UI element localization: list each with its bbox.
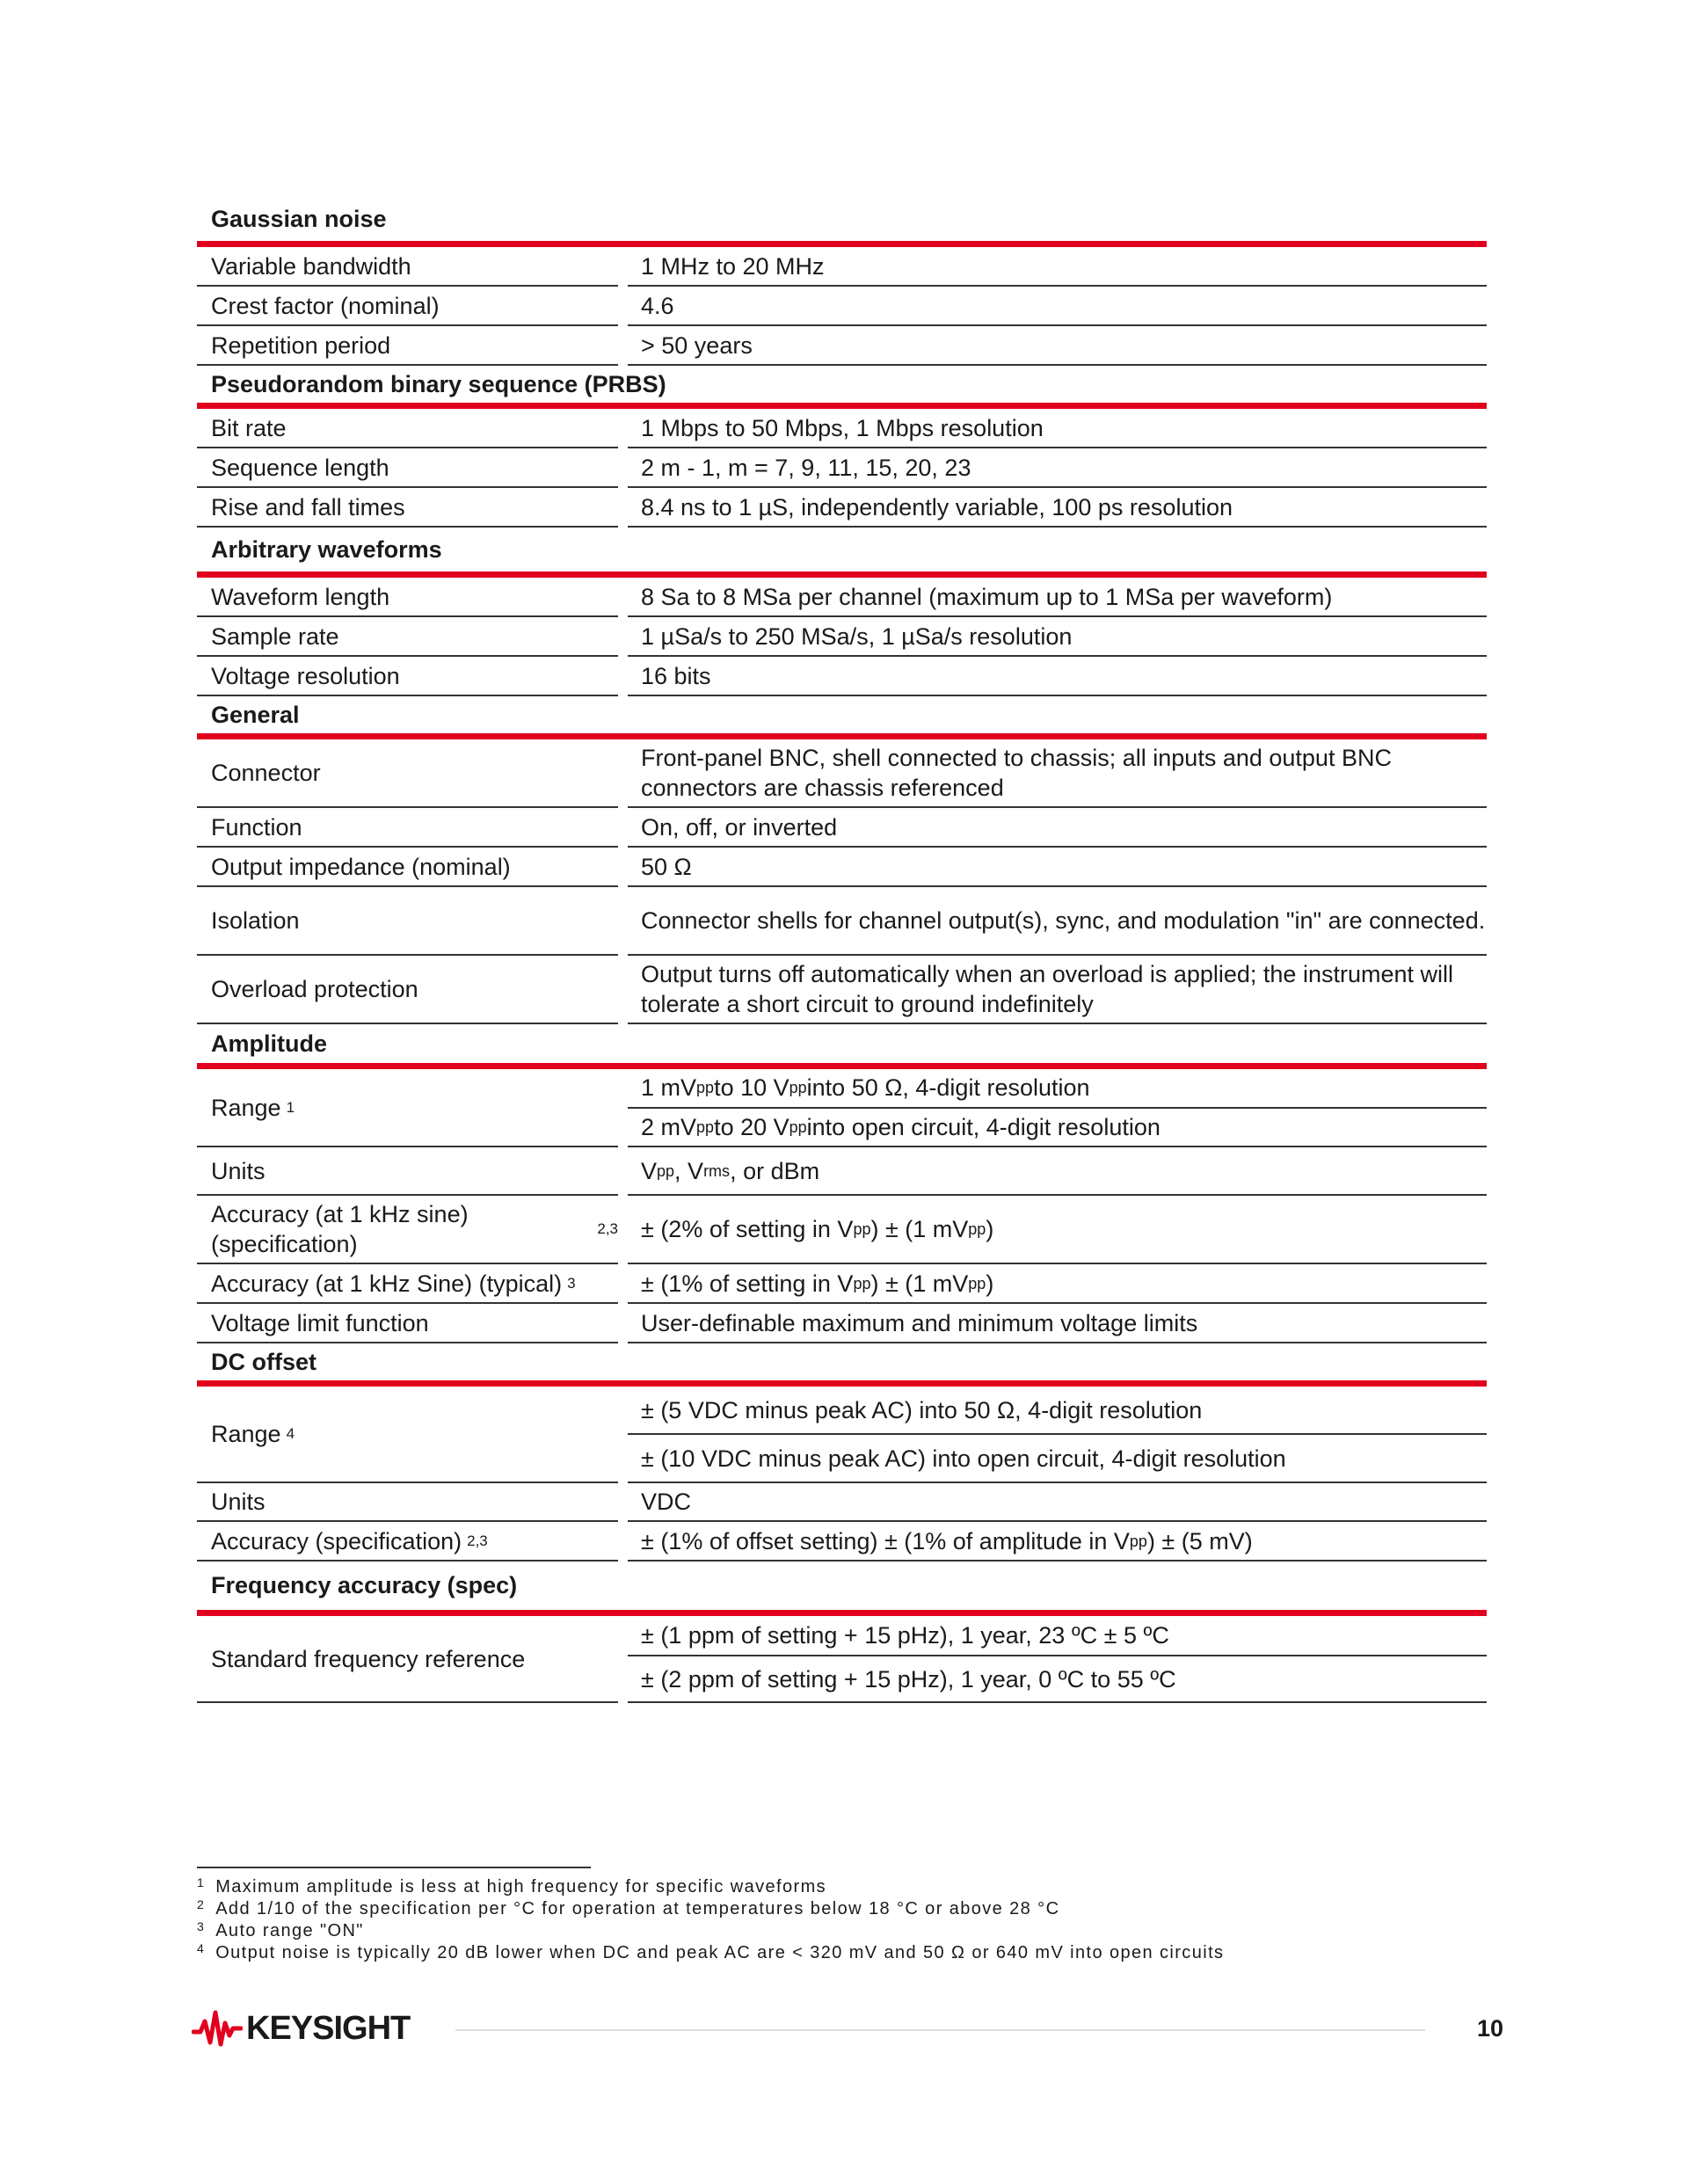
spec-value <box>628 657 1487 696</box>
spec-row <box>197 617 1487 657</box>
spec-label <box>197 488 618 528</box>
section-heading: Amplitude <box>211 1030 327 1057</box>
spec-value <box>628 448 1487 488</box>
value-text: User-definable maximum and minimum voltage limits <box>641 1309 1198 1336</box>
value-text: to 20 V <box>714 1113 789 1140</box>
value-text: 1 mV <box>641 1074 697 1102</box>
spec-label: Range 4 <box>197 1387 618 1483</box>
spec-value <box>628 956 1487 1024</box>
spec-label: Accuracy (specification) 2,3 <box>197 1522 618 1562</box>
value-text: to 10 V <box>714 1074 789 1102</box>
spec-row <box>197 448 1487 488</box>
spec-value <box>628 739 1487 808</box>
section-heading: DC offset <box>211 1348 316 1375</box>
spec-row <box>197 887 1487 956</box>
value-text: ) <box>986 1216 994 1242</box>
spec-label <box>197 448 618 488</box>
footer-divider <box>455 2029 1425 2031</box>
spec-value <box>628 247 1487 287</box>
footnote-text: Auto range "ON" <box>215 1921 364 1940</box>
value-text: 1 Mbps to 50 Mbps, 1 Mbps resolution <box>641 414 1044 441</box>
spec-label <box>197 657 618 696</box>
footnote <box>197 1898 1224 1920</box>
spec-value: ± (1% of offset setting) ± (1% of amplitude in V pp ) ± (5 mV) <box>628 1522 1487 1562</box>
spec-value <box>628 409 1487 448</box>
spec-value <box>628 1616 1487 1656</box>
spec-value: 1 mV pp to 10 V pp into 50 Ω, 4-digit resolution <box>628 1069 1487 1109</box>
spec-label-text: Bit rate <box>211 414 287 441</box>
spec-values <box>628 887 1487 956</box>
spec-label-text: Units <box>211 1489 266 1515</box>
spec-row <box>197 848 1487 887</box>
spec-label <box>197 808 618 848</box>
spec-row <box>197 1147 1487 1196</box>
spec-values <box>628 1069 1487 1147</box>
spec-values <box>628 848 1487 887</box>
value-text: 16 bits <box>641 662 711 689</box>
spec-values <box>628 578 1487 617</box>
spec-label <box>197 848 618 887</box>
section-accent-bar <box>197 1380 1487 1387</box>
footnote-number: 1 <box>197 1875 206 1889</box>
spec-row <box>197 326 1487 366</box>
footnote-text: Add 1/10 of the specification per °C for operation at temperatures below 18 °C or above 28 °C <box>215 1899 1060 1918</box>
value-text: Connector shells for channel output(s), sync, and modulation "in" are connected. <box>641 907 1486 934</box>
footnote-number: 3 <box>197 1919 206 1933</box>
value-text: 2 mV <box>641 1113 697 1140</box>
section-accent-bar <box>197 403 1487 409</box>
value-text: , or dBm <box>730 1157 820 1184</box>
value-text: ± (2% of setting in V <box>641 1216 854 1242</box>
value-text: ± (1% of setting in V <box>641 1270 854 1297</box>
spec-values <box>628 808 1487 848</box>
spec-value: 2 mV pp to 20 V pp into open circuit, 4-digit resolution <box>628 1109 1487 1148</box>
section-heading: Gaussian noise <box>211 206 387 232</box>
spec-table <box>197 198 1487 1703</box>
spec-values <box>628 657 1487 696</box>
footnote-text: Output noise is typically 20 dB lower when DC and peak AC are < 320 mV and 50 Ω or 640 mV into open circuits <box>215 1943 1225 1962</box>
spec-row <box>197 409 1487 448</box>
value-text: Front-panel BNC, shell connected to chassis; all inputs and output BNC connectors are chassis referenced <box>641 745 1392 801</box>
spec-label-text: Accuracy (at 1 kHz Sine) (typical) <box>211 1270 563 1297</box>
spec-label <box>197 617 618 657</box>
spec-row <box>197 1069 1487 1147</box>
spec-label: Accuracy (at 1 kHz sine) (specification) 2,3 <box>197 1196 618 1264</box>
value-text: > 50 years <box>641 331 753 359</box>
spec-value: V pp , V rms , or dBm <box>628 1147 1487 1196</box>
spec-row <box>197 1483 1487 1522</box>
spec-label-text: Voltage resolution <box>211 662 400 689</box>
spec-value <box>628 808 1487 848</box>
spec-values <box>628 1264 1487 1304</box>
spec-row <box>197 956 1487 1024</box>
footnotes <box>197 1876 1224 1964</box>
spec-values <box>628 956 1487 1024</box>
spec-values <box>628 247 1487 287</box>
value-text: 2 m - 1, m = 7, 9, 11, 15, 20, 23 <box>641 454 971 481</box>
footnote-divider <box>197 1867 591 1868</box>
spec-label-text: Range <box>211 1094 281 1121</box>
spec-value <box>628 887 1487 956</box>
spec-label-text: Overload protection <box>211 976 418 1002</box>
spec-row <box>197 1616 1487 1703</box>
section-heading: Frequency accuracy (spec) <box>211 1572 518 1598</box>
spec-label <box>197 578 618 617</box>
spec-values <box>628 1304 1487 1343</box>
spec-row <box>197 287 1487 326</box>
spec-row <box>197 1304 1487 1343</box>
spec-row <box>197 1196 1487 1264</box>
spec-label: Accuracy (at 1 kHz Sine) (typical) 3 <box>197 1264 618 1304</box>
spec-value <box>628 326 1487 366</box>
spec-label <box>197 739 618 808</box>
spec-value <box>628 1304 1487 1343</box>
spec-row <box>197 578 1487 617</box>
value-text: ) ± (1 mV <box>870 1216 969 1242</box>
spec-value <box>628 287 1487 326</box>
spec-value <box>628 578 1487 617</box>
spec-label <box>197 1483 618 1522</box>
spec-label <box>197 287 618 326</box>
spec-values <box>628 287 1487 326</box>
value-text: 1 µSa/s to 250 MSa/s, 1 µSa/s resolution <box>641 622 1073 650</box>
spec-label-text: Units <box>211 1157 266 1184</box>
value-text: ± (1 ppm of setting + 15 pHz), 1 year, 23 ºC ± 5 ºC <box>641 1622 1169 1649</box>
value-text: VDC <box>641 1489 692 1515</box>
value-text: ± (5 VDC minus peak AC) into 50 Ω, 4-digit resolution <box>641 1396 1203 1423</box>
spec-label-text: Connector <box>211 760 321 786</box>
spec-label <box>197 326 618 366</box>
section-accent-bar <box>197 1063 1487 1069</box>
section-heading: General <box>211 701 300 728</box>
value-text: ± (1% of offset setting) ± (1% of amplitude in V <box>641 1527 1130 1554</box>
spec-values <box>628 1522 1487 1562</box>
spec-values <box>628 488 1487 528</box>
spec-row <box>197 247 1487 287</box>
section-accent-bar <box>197 1610 1487 1616</box>
spec-label <box>197 956 618 1024</box>
value-text: 8.4 ns to 1 µS, independently variable, 100 ps resolution <box>641 493 1233 521</box>
spec-values <box>628 1483 1487 1522</box>
spec-values <box>628 448 1487 488</box>
logo-text: KEYSIGHT <box>246 2009 411 2047</box>
value-text: 50 Ω <box>641 853 692 880</box>
spec-label <box>197 1616 618 1703</box>
spec-label <box>197 1147 618 1196</box>
value-text: ) ± (5 mV) <box>1146 1527 1253 1554</box>
value-text: ) <box>986 1270 994 1297</box>
page-number: 10 <box>1476 2015 1503 2042</box>
spec-label-text: Rise and fall times <box>211 493 405 521</box>
footnote <box>197 1942 1224 1964</box>
spec-values <box>628 739 1487 808</box>
value-text: On, off, or inverted <box>641 813 838 841</box>
spec-row <box>197 1387 1487 1483</box>
section-heading: Pseudorandom binary sequence (PRBS) <box>211 370 666 397</box>
spec-label-text: Repetition period <box>211 331 391 359</box>
spec-value <box>628 488 1487 528</box>
spec-label-text: Accuracy (at 1 kHz sine) (specification) <box>211 1201 469 1257</box>
value-text: 8 Sa to 8 MSa per channel (maximum up to 1 MSa per waveform) <box>641 583 1333 610</box>
section-accent-bar <box>197 571 1487 578</box>
spec-label-text: Range <box>211 1421 281 1447</box>
value-text: 1 MHz to 20 MHz <box>641 252 825 280</box>
spec-label-text: Waveform length <box>211 583 390 610</box>
spec-row <box>197 808 1487 848</box>
spec-row <box>197 1522 1487 1562</box>
value-text: 4.6 <box>641 292 674 319</box>
value-text: into open circuit, 4-digit resolution <box>806 1113 1160 1140</box>
keysight-wave-icon <box>192 2009 243 2048</box>
value-text: V <box>641 1157 658 1184</box>
section-heading: Arbitrary waveforms <box>211 535 442 563</box>
spec-label <box>197 247 618 287</box>
spec-row <box>197 657 1487 696</box>
spec-values <box>628 1387 1487 1483</box>
footnote-number: 2 <box>197 1897 206 1911</box>
footnote <box>197 1876 1224 1898</box>
spec-label-text: Sequence length <box>211 454 389 481</box>
spec-values <box>628 326 1487 366</box>
spec-label <box>197 409 618 448</box>
keysight-logo <box>192 2009 410 2048</box>
spec-value <box>628 848 1487 887</box>
spec-label <box>197 887 618 956</box>
spec-label-text: Crest factor (nominal) <box>211 292 440 319</box>
spec-label-text: Standard frequency reference <box>211 1645 526 1672</box>
spec-label-text: Output impedance (nominal) <box>211 853 511 880</box>
spec-values <box>628 1196 1487 1264</box>
spec-value <box>628 1656 1487 1703</box>
spec-values <box>628 617 1487 657</box>
value-text: ± (2 ppm of setting + 15 pHz), 1 year, 0 ºC to 55 ºC <box>641 1665 1176 1693</box>
spec-row <box>197 1264 1487 1304</box>
spec-value: ± (1% of setting in V pp ) ± (1 mV pp ) <box>628 1264 1487 1304</box>
spec-value <box>628 1483 1487 1522</box>
section-accent-bar <box>197 733 1487 739</box>
spec-values <box>628 409 1487 448</box>
value-text: , V <box>674 1157 704 1184</box>
spec-value <box>628 1435 1487 1483</box>
spec-label <box>197 1304 618 1343</box>
value-text: into 50 Ω, 4-digit resolution <box>806 1074 1090 1102</box>
spec-value: ± (2% of setting in V pp ) ± (1 mV pp ) <box>628 1196 1487 1264</box>
spec-row <box>197 739 1487 808</box>
value-text: ) ± (1 mV <box>870 1270 969 1297</box>
spec-row <box>197 488 1487 528</box>
value-text: ± (10 VDC minus peak AC) into open circuit, 4-digit resolution <box>641 1445 1286 1472</box>
spec-label-text: Function <box>211 813 302 841</box>
spec-label-text: Accuracy (specification) <box>211 1527 462 1554</box>
section-accent-bar <box>197 241 1487 247</box>
spec-value <box>628 617 1487 657</box>
spec-label: Range 1 <box>197 1069 618 1147</box>
spec-values <box>628 1147 1487 1196</box>
value-text: Output turns off automatically when an overload is applied; the instrument will tolerate a short circuit to ground indefinitely <box>641 961 1453 1017</box>
spec-value <box>628 1387 1487 1435</box>
spec-label-text: Voltage limit function <box>211 1309 429 1336</box>
spec-label-text: Sample rate <box>211 622 339 650</box>
footnote-text: Maximum amplitude is less at high frequency for specific waveforms <box>215 1877 827 1896</box>
footnote <box>197 1920 1224 1942</box>
spec-label-text: Isolation <box>211 907 300 934</box>
spec-label-text: Variable bandwidth <box>211 252 411 280</box>
spec-values <box>628 1616 1487 1703</box>
footnote-number: 4 <box>197 1941 206 1955</box>
